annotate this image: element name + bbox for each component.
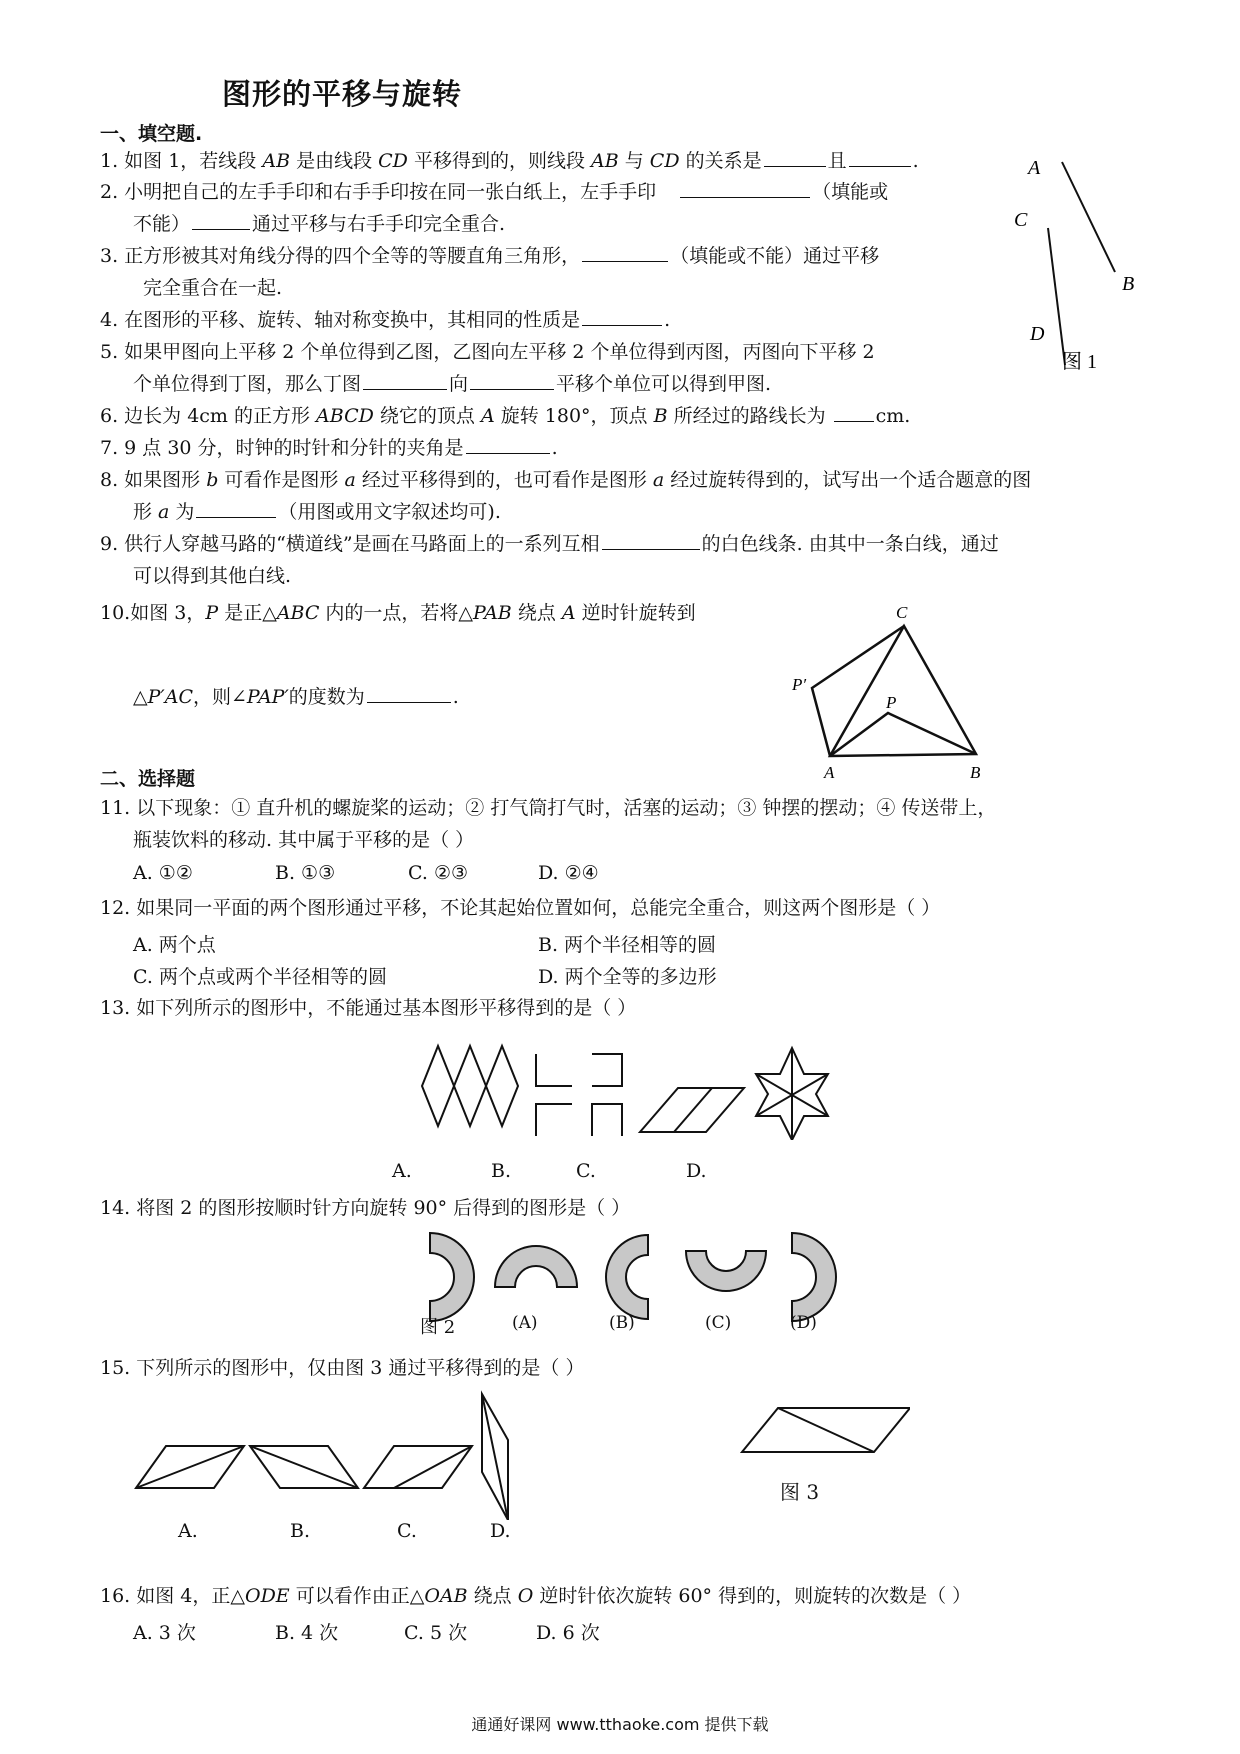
q13-figure-a: [422, 1046, 518, 1126]
answer-blank[interactable]: [764, 148, 826, 167]
q14-option-b[interactable]: (B): [609, 1313, 635, 1333]
answer-blank[interactable]: [582, 307, 662, 326]
q15-option-d[interactable]: D.: [490, 1520, 511, 1542]
question-2-line-2: 不能） 通过平移与右手手印完全重合.: [133, 213, 506, 235]
question-9-line-2: 可以得到其他白线.: [133, 565, 292, 587]
q14-figure-2: [430, 1233, 474, 1321]
answer-blank[interactable]: [834, 403, 874, 422]
q12-option-c[interactable]: C. 两个点或两个半径相等的圆: [133, 966, 387, 988]
q15-figure-a: [136, 1446, 244, 1488]
answer-blank[interactable]: [466, 435, 550, 454]
label-d: D: [1030, 323, 1045, 345]
q15-option-c[interactable]: C.: [397, 1520, 417, 1542]
q16-option-d[interactable]: D. 6 次: [536, 1622, 600, 1644]
question-6: 6. 边长为 4cm 的正方形 ABCD 绕它的顶点 A 旋转 180°，顶点 B 所经过的路线长为 cm.: [100, 405, 911, 427]
question-3-line-2: 完全重合在一起.: [143, 277, 283, 299]
q16-option-a[interactable]: A. 3 次: [133, 1622, 196, 1644]
question-14-line-1: 14. 将图 2 的图形按顺时针方向旋转 90° 后得到的图形是（ ）: [100, 1197, 631, 1219]
q11-option-a[interactable]: A. ①②: [133, 862, 193, 884]
q12-option-a[interactable]: A. 两个点: [133, 934, 216, 956]
figure-1-caption: 图 1: [1062, 351, 1097, 373]
answer-blank[interactable]: [849, 148, 911, 167]
q13-option-c[interactable]: C.: [576, 1160, 596, 1182]
question-1: 1. 如图 1，若线段 AB 是由线段 CD 平移得到的，则线段 AB 与 CD 的关系是 且 .: [100, 150, 919, 172]
label-c: C: [896, 603, 908, 622]
q16-option-c[interactable]: C. 5 次: [404, 1622, 468, 1644]
answer-blank[interactable]: [582, 243, 668, 262]
figure-3-triangle: [790, 598, 1010, 783]
q15-option-b[interactable]: B.: [290, 1520, 311, 1542]
q15-figure-d: [482, 1394, 508, 1520]
question-11-line-2: 瓶装饮料的移动. 其中属于平移的是（ ）: [133, 829, 475, 851]
q14-figure-a: [495, 1246, 577, 1287]
q15-option-a[interactable]: A.: [178, 1520, 198, 1542]
answer-blank[interactable]: [367, 684, 451, 703]
answer-blank[interactable]: [196, 499, 276, 518]
page-title: 图形的平移与旋转: [222, 77, 463, 111]
q13-figures: [420, 1040, 840, 1140]
question-10-line-1: 10.如图 3，P 是正△ABC 内的一点，若将△PAB 绕点 A 逆时针旋转到: [100, 602, 696, 624]
q16-option-b[interactable]: B. 4 次: [275, 1622, 339, 1644]
figure-1-segments: [1000, 150, 1150, 380]
answer-blank[interactable]: [363, 371, 447, 390]
segment-ab: [1062, 162, 1115, 272]
q15-figure-3-caption: 图 3: [780, 1480, 820, 1504]
section-heading-choice: 二、选择题: [100, 768, 196, 790]
label-c: C: [1014, 209, 1028, 231]
q11-option-b[interactable]: B. ①③: [275, 862, 336, 884]
question-8-line-2: 形 a 为 （用图或用文字叙述均可).: [133, 501, 501, 523]
question-8-line-1: 8. 如果图形 b 可看作是图形 a 经过平移得到的，也可看作是图形 a 经过旋转得到的，试写出一个适合题意的图: [100, 469, 1032, 491]
label-b: B: [1122, 273, 1135, 295]
question-5-line-1: 5. 如果甲图向上平移 2 个单位得到乙图，乙图向左平移 2 个单位得到丙图，丙图向下平移 2: [100, 341, 875, 363]
q14-figure-b: [606, 1235, 648, 1319]
segment-cd: [1048, 228, 1065, 365]
q13-figure-d: [756, 1048, 828, 1140]
q15-figure-3: [742, 1408, 910, 1452]
q12-option-b[interactable]: B. 两个半径相等的圆: [538, 934, 717, 956]
q13-option-d[interactable]: D.: [686, 1160, 707, 1182]
answer-blank[interactable]: [602, 531, 700, 550]
question-12-line-1: 12. 如果同一平面的两个图形通过平移，不论其起始位置如何，总能完全重合，则这两个图形是（ ）: [100, 897, 941, 919]
q14-option-d[interactable]: (D): [790, 1313, 817, 1333]
question-10-line-2: △P′AC，则∠PAP′的度数为 .: [133, 686, 459, 708]
q14-figure-d: [792, 1233, 836, 1321]
q13-option-b[interactable]: B.: [491, 1160, 512, 1182]
question-11-line-1: 11. 以下现象：① 直升机的螺旋桨的运动；② 打气筒打气时，活塞的运动；③ 钟摆的摆动；④ 传送带上，: [100, 797, 997, 819]
question-9-line-1: 9. 供行人穿越马路的“横道线”是画在马路面上的一系列互相 的白色线条. 由其中一条白线，通过: [100, 533, 999, 555]
question-3-line-1: 3. 正方形被其对角线分得的四个全等的等腰直角三角形， （填能或不能）通过平移: [100, 245, 880, 267]
q13-figure-c: [640, 1088, 744, 1132]
label-b: B: [970, 763, 981, 782]
question-13-line-1: 13. 如下列所示的图形中，不能通过基本图形平移得到的是（ ）: [100, 997, 637, 1019]
q11-option-d[interactable]: D. ②④: [538, 862, 599, 884]
label-p: P: [886, 693, 897, 712]
label-p-prime: P′: [792, 675, 807, 694]
q14-option-c[interactable]: (C): [705, 1313, 732, 1333]
label-a: A: [824, 763, 835, 782]
question-7: 7. 9 点 30 分，时钟的时针和分针的夹角是 .: [100, 437, 558, 459]
section-heading-fill-in: 一、填空题.: [100, 123, 203, 145]
q13-option-a[interactable]: A.: [392, 1160, 412, 1182]
answer-blank[interactable]: [680, 179, 810, 198]
q14-label-figure-2: 图 2: [420, 1317, 456, 1338]
question-2-line-1: 2. 小明把自己的左手手印和右手手印按在同一张白纸上，左手手印 （填能或: [100, 181, 889, 203]
label-a: A: [1028, 157, 1041, 179]
q12-option-d[interactable]: D. 两个全等的多边形: [538, 966, 717, 988]
question-4: 4. 在图形的平移、旋转、轴对称变换中，其相同的性质是 .: [100, 309, 671, 331]
q15-figure-c: [364, 1446, 472, 1488]
q14-figures: [420, 1225, 840, 1325]
q13-figure-b: [536, 1054, 622, 1136]
page-footer: 通通好课网 www.tthaoke.com 提供下载: [471, 1715, 769, 1734]
q14-option-a[interactable]: (A): [512, 1313, 538, 1333]
q15-figure-b: [250, 1446, 358, 1488]
answer-blank[interactable]: [470, 371, 554, 390]
q11-option-c[interactable]: C. ②③: [408, 862, 469, 884]
question-15-line-1: 15. 下列所示的图形中，仅由图 3 通过平移得到的是（ ）: [100, 1357, 585, 1379]
question-16-line-1: 16. 如图 4，正△ODE 可以看作由正△OAB 绕点 O 逆时针依次旋转 60° 得到的，则旋转的次数是（ ）: [100, 1585, 972, 1607]
q14-figure-c: [686, 1251, 766, 1291]
answer-blank[interactable]: [192, 211, 250, 230]
triangle-abc: [830, 626, 976, 756]
question-5-line-2: 个单位得到丁图，那么丁图 向 平移个单位可以得到甲图.: [133, 373, 772, 395]
